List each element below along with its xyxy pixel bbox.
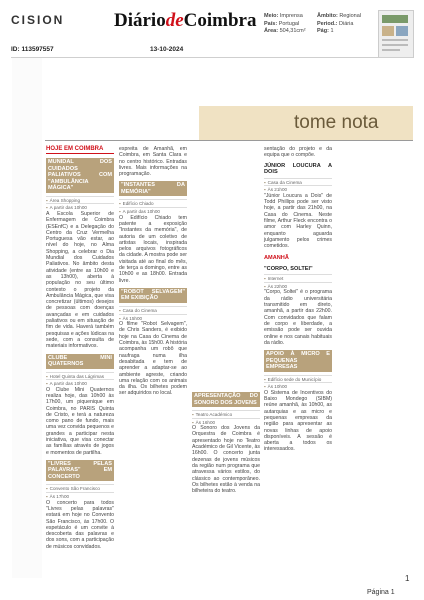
headline-livres: "LIVRES PELAS PALAVRAS" EM CONCERTO	[48, 460, 112, 480]
meta-country: País: Portugal	[264, 20, 300, 27]
globe-icon: ▪	[264, 276, 266, 282]
meta-right	[317, 13, 361, 36]
location-icon: ▪	[119, 307, 121, 313]
header-rule	[11, 57, 413, 58]
clock-icon: ▪	[264, 384, 266, 390]
clock-icon: ▪	[46, 205, 48, 211]
location-icon: ▪	[46, 486, 48, 492]
location-icon: ▪	[264, 376, 266, 382]
article-body: A Escola Superior de Enfermagem de Coimbra (ESEnfC) e a Delegação do Centro da Cruz Vermelha Portuguesa vão estar, ao nível do hoje, no Alma Shopping, a celebrar o Dia Mundial dos Cuidados Paliativos. No âmbito desta atividade (entre as 10h00 e as 13h00), aberta à população no seu último contexto o projeto da Ambulância Mágica, que visa concretizar (últimos) desejos de pessoas com doenças avançadas e em cuidados paliativos ou em situação de fim de vida. Haverá também pesquisas e ações lúdicas na sede, com a consulta de materiais informativos.	[46, 210, 114, 350]
column-3	[192, 388, 260, 496]
clip-date: 13-10-2024	[150, 46, 184, 53]
meta-scope: Âmbito: Regional	[317, 13, 362, 19]
meta-left	[264, 13, 306, 36]
section-title: tome nota	[294, 112, 379, 133]
event-venue: ▪ Casa do Cinema	[119, 306, 187, 314]
headline-apoio: APOIO À MICRO E PEQUENAS EMPRESAS	[266, 351, 330, 371]
section-label-tomorrow: AMANHÃ	[264, 255, 289, 262]
meta-page: Pág: 1	[317, 28, 334, 34]
section-label-today: HOJE EM COIMBRA	[46, 146, 114, 154]
event-venue: ▪ Área Shopping	[46, 196, 114, 204]
clock-icon: ▪	[119, 209, 121, 215]
page-margin	[12, 58, 42, 578]
cision-logo: CISION	[11, 13, 65, 27]
clip-id: ID: 113597557	[11, 46, 54, 53]
section-rule	[45, 140, 413, 141]
event-venue: ▪ Edifício Chiado	[119, 199, 187, 207]
headline-robot: "ROBOT SELVAGEM" EM EXIBIÇÃO	[121, 288, 185, 302]
event-venue: ▪ Casa da Cinema	[264, 178, 332, 186]
location-icon: ▪	[46, 197, 48, 203]
location-icon: ▪	[46, 373, 48, 379]
event-time: ▪ Às 22h00	[264, 282, 332, 290]
meta-area: Área: 504,31cm²	[264, 28, 306, 34]
headline-corpo: "CORPO, SOLTEI"	[264, 265, 313, 272]
masthead-de: de	[165, 10, 184, 31]
clock-icon: ▪	[46, 494, 48, 500]
location-icon: ▪	[192, 412, 194, 417]
masthead-part2: Coimbra	[183, 10, 257, 31]
event-time: ▪ Às 21h00	[264, 185, 332, 193]
column-2	[119, 146, 187, 399]
meta-period: Period.: Diária	[317, 20, 354, 27]
location-icon: ▪	[119, 201, 121, 207]
event-venue: ▪ Edifício sede do Município	[264, 375, 332, 383]
page-footer: Página 1	[367, 589, 395, 596]
article-body: "Corpo, Soltei" é o programa da rádio universitária transmitido em direto, amanhã, a partir das 22h00. Com convidados que falam de corpo e liberdade, a emissão pode ser ouvida online e nos canais habituais da rádio.	[264, 289, 332, 346]
article-body: espreita de Amanhã, em Coimbra, em Santa Clara e no centro histórico. Entradas livres. Mais informações na programação.	[119, 146, 187, 178]
event-time: ▪ Às 16h00	[192, 418, 260, 426]
event-time: ▪ Às 10h00	[264, 382, 332, 390]
event-venue: ▪ Hotel Quinta das Lágrimas	[46, 372, 114, 380]
article-body: O Clube Mini Quaternos realiza hoje, das 10h00 às 17h00, um piquenique em Coimbra, no PARIS Quinta de Cristo, e terá a natureza como pano de fundo, mais uma vez convida pequenos e grandes a participar nesta iniciativa, que visa conectar as famílias através de jogos e momentos de partilha.	[46, 386, 114, 456]
event-venue: ▪ Internet	[264, 274, 332, 282]
location-icon: ▪	[264, 179, 266, 185]
event-venue: ▪ Convento São Francisco	[46, 484, 114, 492]
headline-instantes: "INSTANTES DA MEMÓRIA"	[121, 182, 185, 195]
article-body: sentação do projeto e da equipa que o compõe.	[264, 146, 332, 159]
event-time: ▪ A partir das 10h00	[46, 203, 114, 211]
headline-sonoro: APRESENTAÇÃO DO SONORO DOS JOVENS	[194, 393, 258, 406]
masthead-part1: Diário	[114, 10, 166, 31]
headline-junior: JÚNIOR LOUCURA A DOIS	[264, 162, 332, 176]
article-body: O Edifício Chiado tem patente a exposição "Instantes da memória", de autoria de um coletivo de artistas locais, inspirada pelos arquivos fotográficos da cidade. A mostra pode ser visitada até ao final do mês, de terça a domingo, entre as 10h00 e as 18h00. Entrada livre.	[119, 214, 187, 284]
clock-icon: ▪	[264, 187, 266, 193]
column-1	[46, 146, 114, 552]
article-body: O Sonoro dos Jovens da Orquestra de Coimbra é apresentado hoje no Teatro Académico de Gil Vicente, às 16h00. O concerto junta dezenas de jovens músicos da região num programa que atravessa vários estilos, do clássico ao contemporâneo. Os bilhetes estão à venda na bilheteira do teatro.	[192, 425, 260, 495]
page-thumbnail[interactable]	[378, 10, 414, 58]
article-body: "Júnior Loucura a Dois" de Todd Phillips pode ser visto hoje, a partir das 21h00, na Casa do Cinema. Neste filme, Arthur Fleck encontra o amor com Harley Quinn, enquanto aguarda julgamento pelos crimes cometidos.	[264, 192, 332, 250]
article-body: O filme "Robot Selvagem", de Chris Sanders, é exibido hoje na Casa do Cinema de Coimbra, às 15h00. A história acompanha um robô que naufraga numa ilha desabitada e tem de aprender a adaptar-se ao ambiente agreste, criando uma relação com os animais da ilha. Os bilhetes podem ser adquiridos no local.	[119, 321, 187, 397]
clock-icon: ▪	[46, 381, 48, 387]
event-time: ▪ Às 15h00	[119, 314, 187, 322]
clock-icon: ▪	[192, 419, 194, 425]
headline-cuidados: MUNIDAL DOS CUIDADOS PALIATIVOS COM "AMBULÂNCIA MÁGICA"	[48, 159, 112, 192]
article-body: O concerto para todos "Livres pelas palavras" estará em hoje no Convento São Francisco, às 17h00. O espetáculo é um convite à descoberta das palavras e dos sons, com a participação de músicos convidados.	[46, 499, 114, 550]
clock-icon: ▪	[119, 315, 121, 321]
meta-medium: Meio: Imprensa	[264, 13, 303, 19]
clock-icon: ▪	[264, 283, 266, 289]
event-time: ▪ A partir das 10h00	[119, 207, 187, 215]
headline-clube: CLUBE MINI QUATERNOS	[48, 354, 112, 368]
article-body: O Sistema de Incentivos do Baixo Mondego (SIBM) reúne amanhã, às 10h00, as autarquias e as micro e pequenas empresas da região para apresentar as novas linhas de apoio disponíveis. A sessão é aberta a todos os interessados.	[264, 389, 332, 453]
event-time: ▪ A partir das 10h00	[46, 379, 114, 387]
event-venue: ▪ Teatro Académico	[192, 410, 260, 418]
page-number: 1	[405, 574, 410, 583]
masthead	[114, 10, 256, 32]
column-4	[264, 146, 332, 455]
event-time: ▪ Às 17h00	[46, 492, 114, 500]
